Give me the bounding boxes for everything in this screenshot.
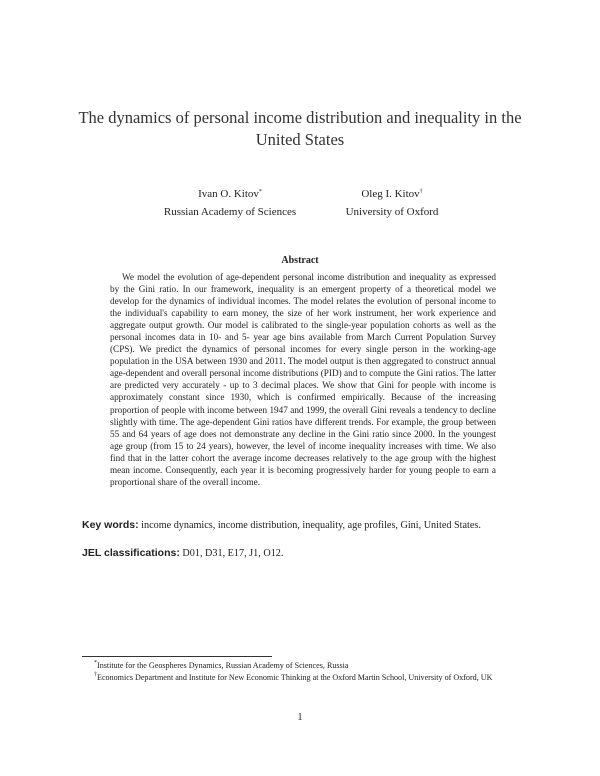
footnotes (82, 660, 522, 683)
author-name-2: Oleg I. Kitov† (361, 188, 423, 200)
author-block-1 (130, 185, 330, 221)
page-number: 1 (297, 712, 303, 723)
jel-line (82, 546, 522, 561)
jel-value: D01, D31, E17, J1, O12. (182, 548, 284, 559)
footnote-2: †Economics Department and Institute for New Economic Thinking at the Oxford Martin School, University of Oxford, UK (94, 671, 493, 682)
jel-label: JEL classifications: (82, 547, 180, 559)
keywords-value: income dynamics, income distribution, inequality, age profiles, Gini, United States. (141, 520, 481, 531)
paper-title: The dynamics of personal income distribution and inequality in the United States (78, 108, 522, 149)
author-block-2 (322, 185, 462, 221)
author-name-1: Ivan O. Kitov* (198, 188, 262, 200)
footnote-1: *Institute for the Geospheres Dynamics, Russian Academy of Sciences, Russia (94, 660, 349, 670)
abstract-text: We model the evolution of age-dependent personal income distribution and inequality as expressed by the Gini ratio. In our framework, inequality is an emergent property of a theoretical model we develop for the dynamics of individual incomes. The model relates the evolution of personal income to the individual's capability to earn money, the size of her work instrument, her work experience and aggregate output growth. Our model is calibrated to the single-year population cohorts as well as the personal incomes data in 10- and 5- year age bins available from March Current Population Survey (CPS). We predict the dynamics of personal incomes for every single person in the working-age population in the USA between 1930 and 2011. The model output is then aggregated to construct annual age-dependent and overall personal income distributions (PID) and to compute the Gini ratios. The latter are predicted very accurately - up to 3 decimal places. We show that Gini for people with income is approximately constant since 1930, which is confirmed empirically. Because of the increasing proportion of people with income between 1947 and 1999, the overall Gini reveals a tendency to decline slightly with time. The age-dependent Gini ratios have different trends. For example, the group between 55 and 64 years of age does not demonstrate any decline in the Gini ratio since 2000. In the youngest age group (from 15 to 24 years), however, the level of income inequality increases with time. We also find that in the latter cohort the average income decreases relatively to the age group with the highest mean income. Consequently, each year it is becoming progressively harder for young people to earn a proportional share of the overall income. (110, 272, 496, 487)
author-affiliation-2: University of Oxford (345, 206, 439, 218)
keywords-label: Key words: (82, 519, 139, 531)
keywords-line (82, 518, 522, 533)
footnote-rule (82, 656, 272, 657)
author-affiliation-1: Russian Academy of Sciences (163, 206, 297, 218)
abstract-heading: Abstract (281, 255, 319, 266)
